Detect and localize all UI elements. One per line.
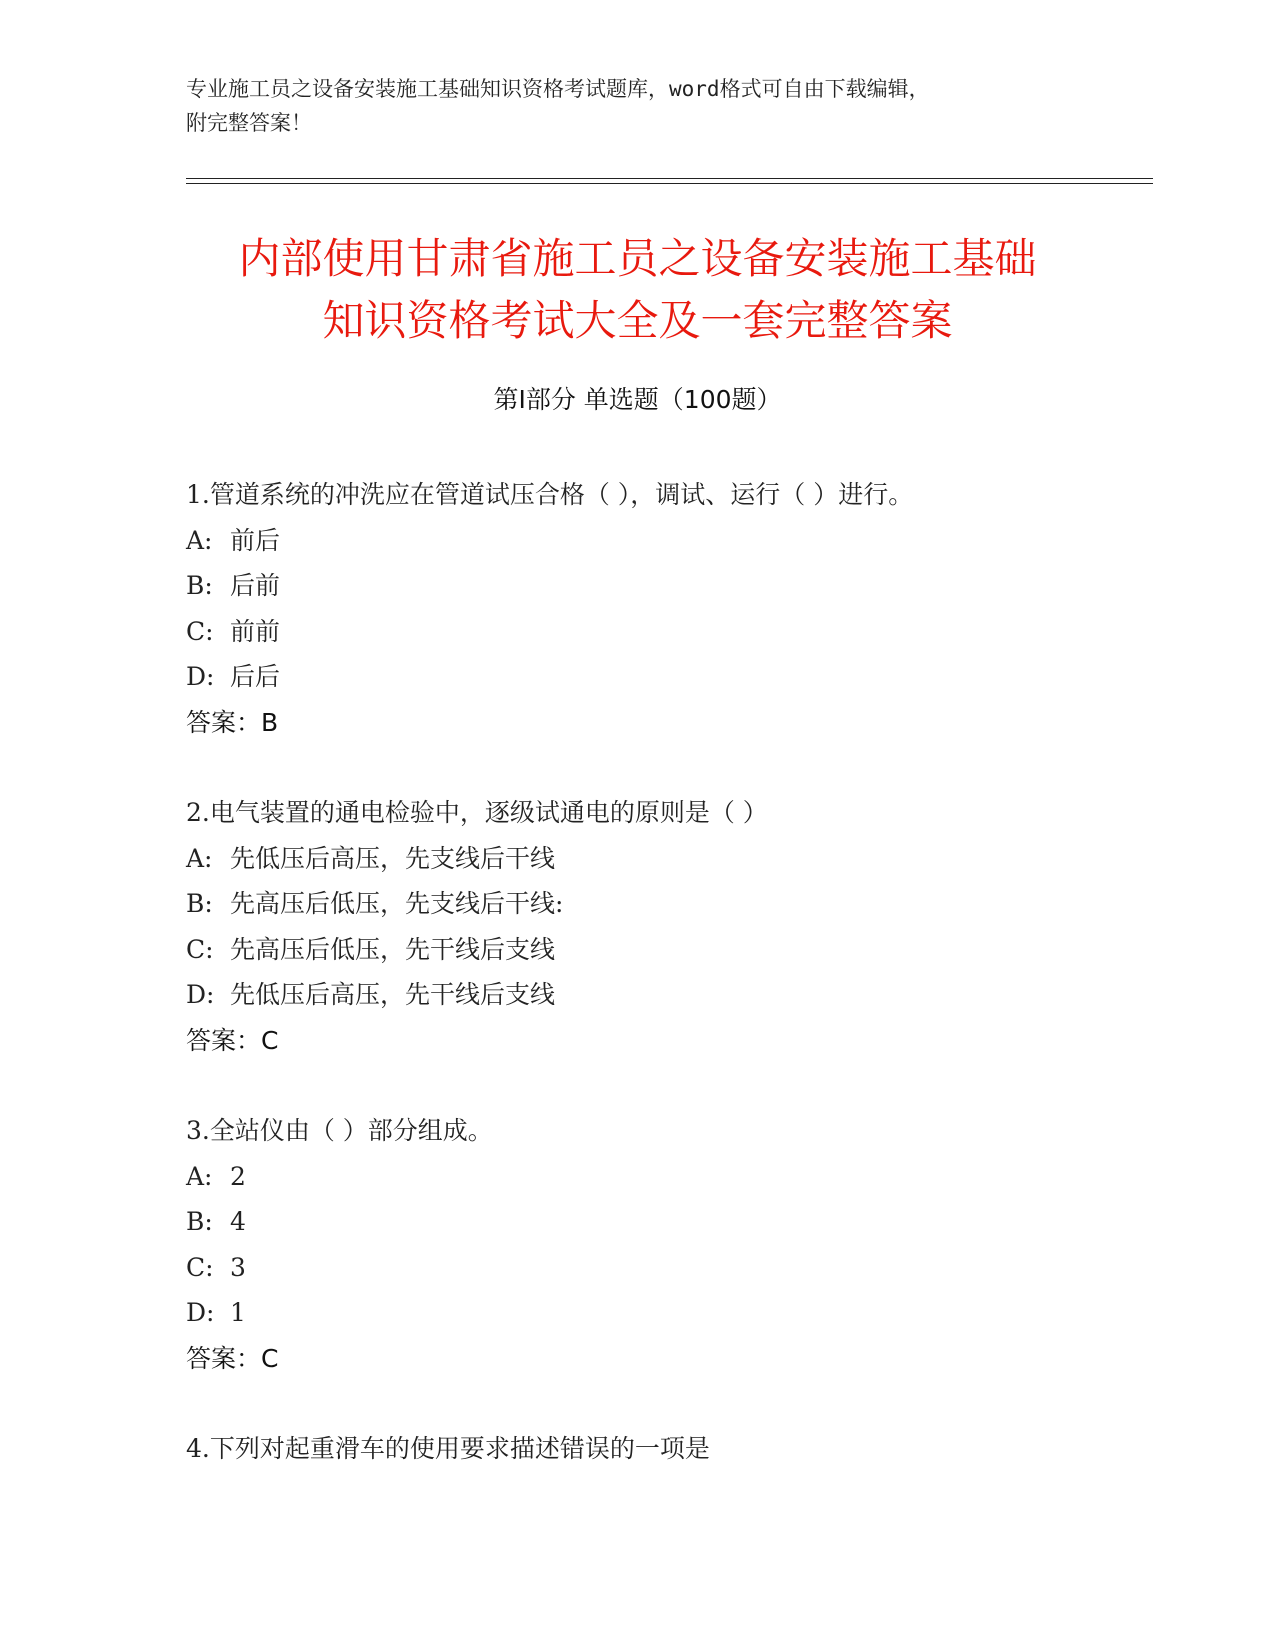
question-option (186, 927, 1186, 973)
header-note-line: 附完整答案！ (186, 111, 312, 135)
option-letter: D: (186, 662, 215, 691)
question-option (186, 654, 1186, 700)
question-answer: 答案：B (186, 707, 279, 737)
question-option (186, 972, 1186, 1018)
header-note (186, 72, 1066, 140)
option-text: 2 (230, 1161, 246, 1191)
option-text: 后后 (230, 662, 281, 691)
option-letter: D: (186, 980, 215, 1009)
option-text: 先高压后低压，先干线后支线 (230, 934, 556, 964)
option-text: 后前 (230, 571, 281, 600)
option-letter: B: (186, 571, 213, 600)
document-title (150, 228, 1125, 352)
question-block (186, 472, 1186, 745)
question-answer: 答案：C (186, 1343, 279, 1373)
question-option (186, 1245, 1186, 1291)
question-stem: 4.下列对起重滑车的使用要求描述错误的一项是 (186, 1434, 710, 1463)
option-text: 先高压后低压，先支线后干线: (230, 889, 564, 918)
question-option (186, 1154, 1186, 1200)
option-letter: B: (186, 889, 213, 918)
question-option (186, 836, 1186, 882)
option-text: 前后 (230, 525, 281, 555)
option-text: 前前 (230, 616, 281, 646)
option-letter: A: (186, 843, 213, 873)
question-option (186, 1290, 1186, 1336)
option-text: 1 (230, 1298, 246, 1327)
question-block (186, 790, 1186, 1063)
question-option (186, 518, 1186, 564)
question-stem: 2.电气装置的通电检验中，逐级试通电的原则是（ ） (186, 798, 768, 827)
option-letter: A: (186, 525, 213, 555)
option-letter: C: (186, 1252, 214, 1282)
option-letter: D: (186, 1298, 215, 1327)
option-text: 先低压后高压，先干线后支线 (230, 980, 556, 1009)
question-option (186, 609, 1186, 655)
section-heading: 第Ⅰ部分 单选题（100题） (493, 385, 782, 414)
question-stem: 1.管道系统的冲洗应在管道试压合格（ ），调试、运行（ ）进行。 (186, 480, 914, 509)
option-text: 先低压后高压，先支线后干线 (230, 843, 556, 873)
question-option (186, 563, 1186, 609)
header-divider (186, 183, 1153, 184)
header-divider (186, 178, 1153, 179)
option-text: 3 (230, 1252, 246, 1282)
option-letter: B: (186, 1207, 213, 1236)
question-stem: 3.全站仪由（ ）部分组成。 (186, 1116, 493, 1145)
question-block (186, 1108, 1186, 1381)
document-title-line: 知识资格考试大全及一套完整答案 (322, 296, 953, 345)
option-text: 4 (230, 1207, 246, 1236)
option-letter: C: (186, 616, 214, 646)
question-option (186, 1199, 1186, 1245)
document-title-line: 内部使用甘肃省施工员之设备安装施工基础 (238, 234, 1037, 283)
question-block (186, 1426, 1186, 1472)
option-letter: A: (186, 1161, 213, 1191)
header-note-line: 专业施工员之设备安装施工基础知识资格考试题库，word格式可自由下载编辑， (186, 77, 930, 101)
question-option (186, 881, 1186, 927)
option-letter: C: (186, 934, 214, 964)
question-answer: 答案：C (186, 1025, 279, 1055)
